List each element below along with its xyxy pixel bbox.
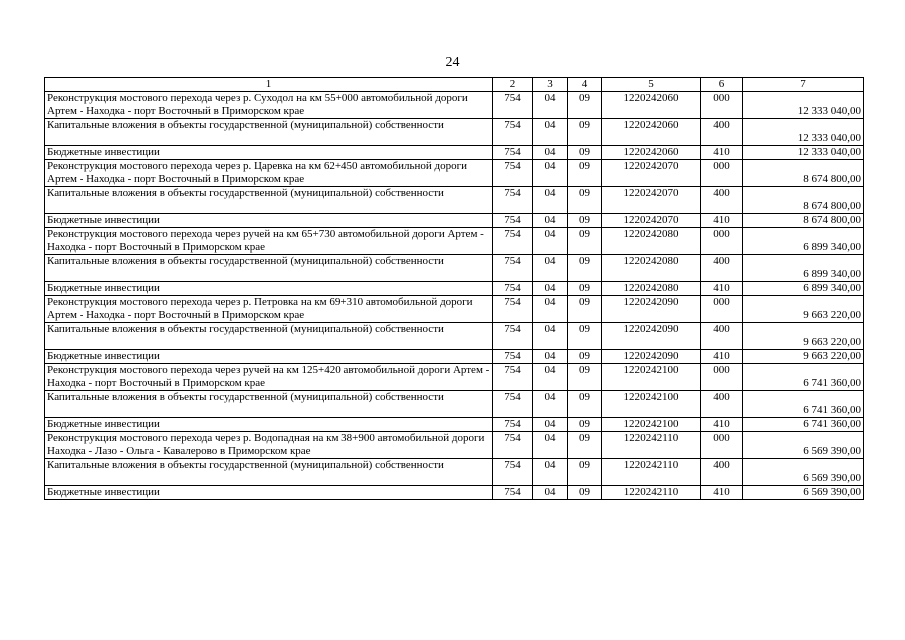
column-header: 4: [568, 78, 602, 92]
row-name-cell: Капитальные вложения в объекты государственной (муниципальной) собственности: [45, 255, 493, 282]
section-cell: 04: [533, 432, 568, 459]
admin-code-cell: 754: [493, 187, 533, 214]
amount-cell: 6 741 360,00: [743, 418, 864, 432]
expense-type-cell: 400: [701, 255, 743, 282]
amount-cell: 8 674 800,00: [743, 160, 864, 187]
admin-code-cell: 754: [493, 228, 533, 255]
table-row: [45, 228, 864, 255]
expense-type-cell: 000: [701, 92, 743, 119]
section-cell: 04: [533, 160, 568, 187]
admin-code-cell: 754: [493, 214, 533, 228]
subsection-cell: 09: [568, 187, 602, 214]
table-header-row: [45, 78, 864, 92]
amount-cell: 12 333 040,00: [743, 119, 864, 146]
section-cell: 04: [533, 418, 568, 432]
subsection-cell: 09: [568, 146, 602, 160]
table-row: [45, 323, 864, 350]
section-cell: 04: [533, 187, 568, 214]
expense-type-cell: 000: [701, 296, 743, 323]
table-row: [45, 432, 864, 459]
subsection-cell: 09: [568, 323, 602, 350]
admin-code-cell: 754: [493, 119, 533, 146]
section-cell: 04: [533, 323, 568, 350]
section-cell: 04: [533, 214, 568, 228]
target-article-cell: 1220242110: [602, 432, 701, 459]
target-article-cell: 1220242070: [602, 214, 701, 228]
subsection-cell: 09: [568, 92, 602, 119]
expense-type-cell: 000: [701, 228, 743, 255]
subsection-cell: 09: [568, 350, 602, 364]
admin-code-cell: 754: [493, 459, 533, 486]
admin-code-cell: 754: [493, 418, 533, 432]
table-row: [45, 364, 864, 391]
section-cell: 04: [533, 364, 568, 391]
amount-cell: 6 569 390,00: [743, 432, 864, 459]
target-article-cell: 1220242060: [602, 146, 701, 160]
admin-code-cell: 754: [493, 160, 533, 187]
admin-code-cell: 754: [493, 391, 533, 418]
table-row: [45, 282, 864, 296]
subsection-cell: 09: [568, 364, 602, 391]
page-number: 24: [445, 55, 460, 70]
section-cell: 04: [533, 391, 568, 418]
section-cell: 04: [533, 146, 568, 160]
column-header: 7: [743, 78, 864, 92]
target-article-cell: 1220242090: [602, 296, 701, 323]
row-name-cell: Капитальные вложения в объекты государственной (муниципальной) собственности: [45, 119, 493, 146]
admin-code-cell: 754: [493, 92, 533, 119]
budget-table: [44, 77, 864, 500]
amount-cell: 9 663 220,00: [743, 323, 864, 350]
expense-type-cell: 400: [701, 391, 743, 418]
expense-type-cell: 400: [701, 459, 743, 486]
admin-code-cell: 754: [493, 323, 533, 350]
column-header: 5: [602, 78, 701, 92]
row-name-cell: Капитальные вложения в объекты государственной (муниципальной) собственности: [45, 323, 493, 350]
target-article-cell: 1220242100: [602, 391, 701, 418]
amount-cell: 12 333 040,00: [743, 146, 864, 160]
expense-type-cell: 410: [701, 214, 743, 228]
table-row: [45, 255, 864, 282]
subsection-cell: 09: [568, 432, 602, 459]
column-header: 1: [45, 78, 493, 92]
admin-code-cell: 754: [493, 255, 533, 282]
section-cell: 04: [533, 228, 568, 255]
table-row: [45, 486, 864, 500]
table-row: [45, 214, 864, 228]
row-name-cell: Бюджетные инвестиции: [45, 282, 493, 296]
table-row: [45, 187, 864, 214]
admin-code-cell: 754: [493, 432, 533, 459]
target-article-cell: 1220242100: [602, 418, 701, 432]
table-row: [45, 391, 864, 418]
table-row: [45, 459, 864, 486]
expense-type-cell: 410: [701, 486, 743, 500]
row-name-cell: Капитальные вложения в объекты государственной (муниципальной) собственности: [45, 187, 493, 214]
target-article-cell: 1220242110: [602, 459, 701, 486]
expense-type-cell: 410: [701, 350, 743, 364]
table-row: [45, 418, 864, 432]
subsection-cell: 09: [568, 214, 602, 228]
row-name-cell: Бюджетные инвестиции: [45, 146, 493, 160]
expense-type-cell: 410: [701, 418, 743, 432]
row-name-cell: Реконструкция мостового перехода через р. Царевка на км 62+450 автомобильной дороги Артем - Находка - порт Восточный в Приморском крае: [45, 160, 493, 187]
row-name-cell: Капитальные вложения в объекты государственной (муниципальной) собственности: [45, 391, 493, 418]
section-cell: 04: [533, 119, 568, 146]
row-name-cell: Реконструкция мостового перехода через р. Суходол на км 55+000 автомобильной дороги Артем - Находка - порт Восточный в Приморском крае: [45, 92, 493, 119]
amount-cell: 6 899 340,00: [743, 255, 864, 282]
table-row: [45, 119, 864, 146]
column-header: 2: [493, 78, 533, 92]
section-cell: 04: [533, 459, 568, 486]
subsection-cell: 09: [568, 255, 602, 282]
section-cell: 04: [533, 255, 568, 282]
subsection-cell: 09: [568, 282, 602, 296]
target-article-cell: 1220242110: [602, 486, 701, 500]
target-article-cell: 1220242080: [602, 255, 701, 282]
row-name-cell: Реконструкция мостового перехода через р. Петровка на км 69+310 автомобильной дороги Артем - Находка - порт Восточный в Приморском крае: [45, 296, 493, 323]
expense-type-cell: 000: [701, 364, 743, 391]
amount-cell: 6 569 390,00: [743, 459, 864, 486]
expense-type-cell: 000: [701, 160, 743, 187]
amount-cell: 12 333 040,00: [743, 92, 864, 119]
row-name-cell: Бюджетные инвестиции: [45, 214, 493, 228]
section-cell: 04: [533, 350, 568, 364]
table-row: [45, 296, 864, 323]
admin-code-cell: 754: [493, 350, 533, 364]
section-cell: 04: [533, 296, 568, 323]
subsection-cell: 09: [568, 459, 602, 486]
amount-cell: 9 663 220,00: [743, 350, 864, 364]
target-article-cell: 1220242090: [602, 350, 701, 364]
amount-cell: 6 741 360,00: [743, 364, 864, 391]
target-article-cell: 1220242070: [602, 187, 701, 214]
subsection-cell: 09: [568, 418, 602, 432]
column-header: 6: [701, 78, 743, 92]
subsection-cell: 09: [568, 228, 602, 255]
admin-code-cell: 754: [493, 296, 533, 323]
amount-cell: 8 674 800,00: [743, 187, 864, 214]
admin-code-cell: 754: [493, 282, 533, 296]
target-article-cell: 1220242080: [602, 228, 701, 255]
row-name-cell: Бюджетные инвестиции: [45, 350, 493, 364]
amount-cell: 6 569 390,00: [743, 486, 864, 500]
subsection-cell: 09: [568, 119, 602, 146]
row-name-cell: Бюджетные инвестиции: [45, 418, 493, 432]
target-article-cell: 1220242060: [602, 119, 701, 146]
table-row: [45, 160, 864, 187]
expense-type-cell: 400: [701, 119, 743, 146]
target-article-cell: 1220242060: [602, 92, 701, 119]
amount-cell: 6 899 340,00: [743, 282, 864, 296]
column-header: 3: [533, 78, 568, 92]
expense-type-cell: 400: [701, 323, 743, 350]
row-name-cell: Бюджетные инвестиции: [45, 486, 493, 500]
amount-cell: 9 663 220,00: [743, 296, 864, 323]
row-name-cell: Капитальные вложения в объекты государственной (муниципальной) собственности: [45, 459, 493, 486]
target-article-cell: 1220242070: [602, 160, 701, 187]
amount-cell: 6 899 340,00: [743, 228, 864, 255]
row-name-cell: Реконструкция мостового перехода через ручей на км 125+420 автомобильной дороги Артем - Находка - порт Восточный в Приморском крае: [45, 364, 493, 391]
expense-type-cell: 410: [701, 146, 743, 160]
expense-type-cell: 410: [701, 282, 743, 296]
expense-type-cell: 400: [701, 187, 743, 214]
amount-cell: 8 674 800,00: [743, 214, 864, 228]
admin-code-cell: 754: [493, 146, 533, 160]
section-cell: 04: [533, 282, 568, 296]
subsection-cell: 09: [568, 486, 602, 500]
admin-code-cell: 754: [493, 486, 533, 500]
subsection-cell: 09: [568, 296, 602, 323]
expense-type-cell: 000: [701, 432, 743, 459]
table-row: [45, 350, 864, 364]
target-article-cell: 1220242100: [602, 364, 701, 391]
subsection-cell: 09: [568, 160, 602, 187]
table-row: [45, 92, 864, 119]
section-cell: 04: [533, 486, 568, 500]
row-name-cell: Реконструкция мостового перехода через ручей на км 65+730 автомобильной дороги Артем - Находка - порт Восточный в Приморском крае: [45, 228, 493, 255]
row-name-cell: Реконструкция мостового перехода через р. Водопадная на км 38+900 автомобильной дороги Находка - Лазо - Ольга - Кавалерово в Приморском крае: [45, 432, 493, 459]
subsection-cell: 09: [568, 391, 602, 418]
section-cell: 04: [533, 92, 568, 119]
target-article-cell: 1220242080: [602, 282, 701, 296]
admin-code-cell: 754: [493, 364, 533, 391]
target-article-cell: 1220242090: [602, 323, 701, 350]
table-row: [45, 146, 864, 160]
amount-cell: 6 741 360,00: [743, 391, 864, 418]
